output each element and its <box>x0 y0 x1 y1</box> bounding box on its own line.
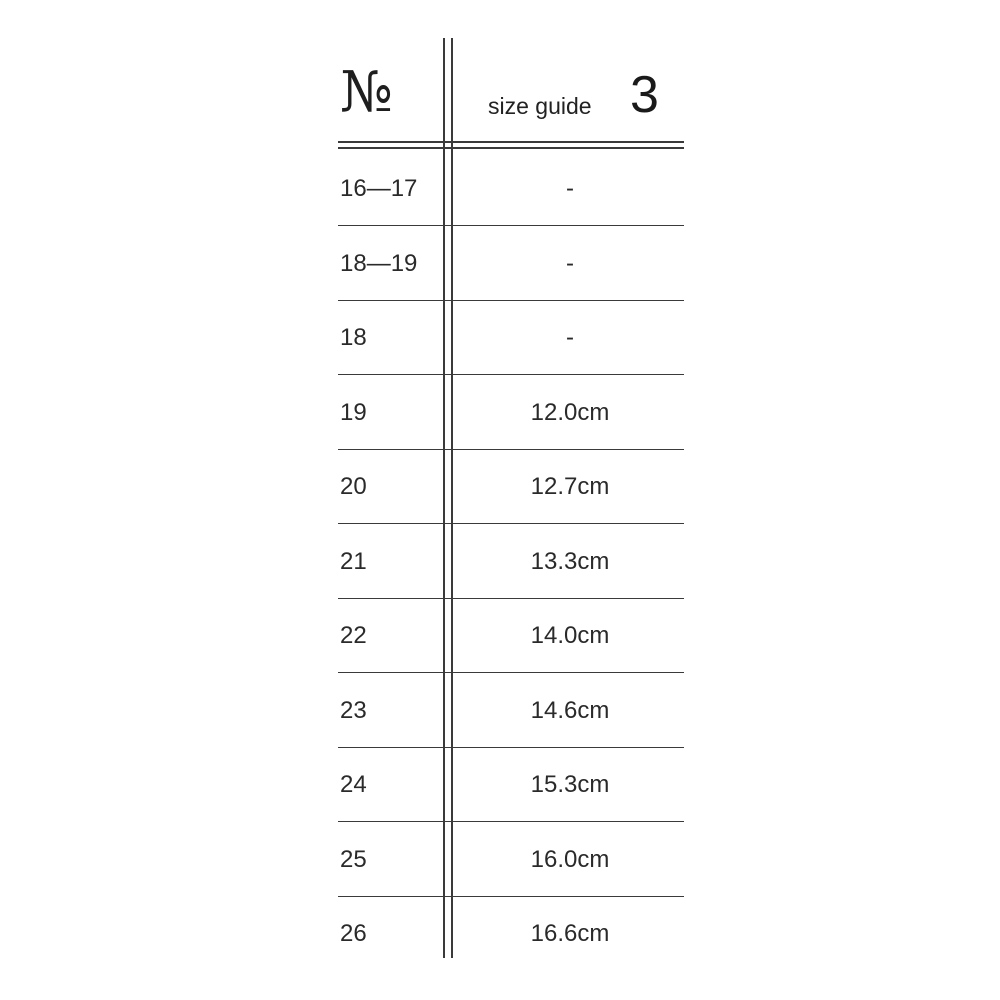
table-row <box>338 152 684 226</box>
foot-length-cell: 15.3cm <box>530 771 610 798</box>
table-row <box>338 525 684 599</box>
size-guide-label: size guide <box>488 93 592 119</box>
row-divider <box>338 225 684 226</box>
row-divider <box>338 672 684 673</box>
shoe-size-cell: 25 <box>340 846 367 873</box>
number-sign-header: № <box>340 60 391 125</box>
shoe-size-cell: 21 <box>340 548 367 575</box>
table-row <box>338 376 684 450</box>
shoe-size-cell: 24 <box>340 771 367 798</box>
shoe-size-cell: 22 <box>340 622 367 649</box>
row-divider <box>338 821 684 822</box>
foot-length-cell: 12.7cm <box>530 473 610 500</box>
foot-length-cell: - <box>566 250 574 277</box>
shoe-size-cell: 20 <box>340 473 367 500</box>
header-divider-top <box>338 141 684 143</box>
shoe-size-cell: 18 <box>340 324 367 351</box>
table-row <box>338 450 684 524</box>
foot-length-cell: 14.6cm <box>530 697 610 724</box>
table-row <box>338 674 684 748</box>
table-row <box>338 897 684 971</box>
foot-length-cell: 16.6cm <box>530 920 610 947</box>
shoe-size-cell: 18—19 <box>340 250 418 277</box>
shoe-size-cell: 23 <box>340 697 367 724</box>
foot-length-cell: 14.0cm <box>530 622 610 649</box>
table-row <box>338 599 684 673</box>
table-row <box>338 823 684 897</box>
foot-length-cell: 13.3cm <box>530 548 610 575</box>
foot-length-cell: 16.0cm <box>530 846 610 873</box>
table-row <box>338 301 684 375</box>
shoe-size-cell: 19 <box>340 399 367 426</box>
foot-length-cell: - <box>566 175 574 202</box>
shoe-size-cell: 26 <box>340 920 367 947</box>
foot-length-cell: 12.0cm <box>530 399 610 426</box>
row-divider <box>338 523 684 524</box>
row-divider <box>338 374 684 375</box>
size-guide-number: 3 <box>630 66 659 124</box>
table-row <box>338 748 684 822</box>
shoe-size-cell: 16—17 <box>340 175 418 202</box>
table-row <box>338 227 684 301</box>
foot-length-cell: - <box>566 324 574 351</box>
header-divider-bottom <box>338 147 684 149</box>
